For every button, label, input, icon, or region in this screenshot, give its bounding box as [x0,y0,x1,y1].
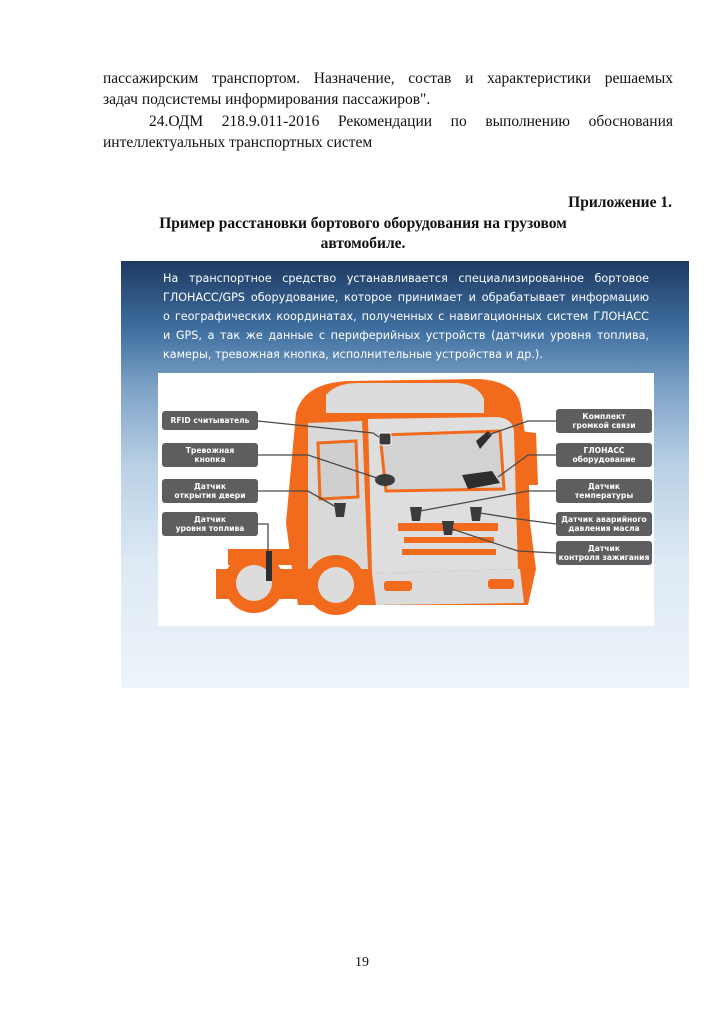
label-text: RFID считыватель [170,416,250,425]
truck-grille-bar [402,549,496,555]
label-text: оборудование [572,455,636,464]
label-text: кнопка [194,455,226,464]
rfid-reader-icon [379,433,391,445]
figure-caption [103,214,623,254]
label-text: открытия двери [174,491,246,500]
label-text: Тревожная [185,446,235,455]
page-number: 19 [355,955,369,970]
label-text: Датчик [194,482,226,491]
reference-24 [103,111,673,153]
intro-line-1: пассажирским транспортом. Назначение, состав и характеристики решаемых [103,70,673,87]
appendix-title: Приложение 1. [568,194,672,211]
label-temperature-sensor [556,479,652,503]
figure-description-line: камеры, тревожная кнопка, исполнительные устройства и др.). [163,348,543,361]
truck-headlight [488,579,514,589]
figure-caption-line-2: автомобиле. [320,235,406,252]
intro-paragraph [103,68,673,110]
figure-caption-line-1: Пример расстановки бортового оборудования на грузовом [159,215,567,232]
label-text: уровня топлива [175,524,245,533]
label-glonass-equipment [556,443,652,467]
ignition-sensor-icon [442,521,454,535]
figure-description [163,269,649,364]
label-text: Датчик [588,544,620,553]
label-fuel-level-sensor [162,512,258,536]
label-alarm-button [162,443,258,467]
truck-equipment-figure [121,261,689,688]
truck-roof-spoiler [326,383,484,413]
label-ignition-sensor [556,541,652,565]
alarm-button-icon [375,474,395,486]
fuel-level-sensor-icon [266,551,272,581]
figure-description-line: и GPS, а так же данные с периферийных устройств (датчики уровня топлива, [163,329,649,342]
label-door-sensor [162,479,258,503]
truck-diagram-panel [158,373,654,626]
label-text: Датчик [588,482,620,491]
oil-pressure-sensor-icon [470,507,482,521]
label-text: температуры [574,491,634,500]
label-oil-pressure-sensor [556,512,652,536]
label-text: контроля зажигания [558,553,650,562]
truck-front-wheel-hub [318,567,354,603]
truck-headlight [384,581,412,591]
door-sensor-icon [334,503,346,517]
label-text: Датчик аварийного [561,515,647,524]
label-text: громкой связи [572,421,636,430]
reference-24-line-2: интеллектуальных транспортных систем [103,134,373,151]
figure-description-line: ГЛОНАСС/GPS оборудование, которое принимает и обрабатывает информацию [163,291,649,304]
figure-description-line: о географических координатах, полученных с навигационных систем ГЛОНАСС [163,310,649,323]
label-text: Датчик [194,515,226,524]
temperature-sensor-icon [410,507,422,521]
label-text: давления масла [568,524,640,533]
reference-24-line-1: 24.ОДМ 218.9.011-2016 Рекомендации по выполнению обоснования [149,113,673,130]
label-hands-free-kit [556,409,652,433]
intro-line-2: задач подсистемы информирования пассажиров". [103,91,431,108]
label-text: Комплект [582,412,626,421]
label-rfid-reader [162,411,258,430]
figure-description-line: На транспортное средство устанавливается специализированное бортовое [163,272,649,285]
label-text: ГЛОНАСС [583,446,625,455]
